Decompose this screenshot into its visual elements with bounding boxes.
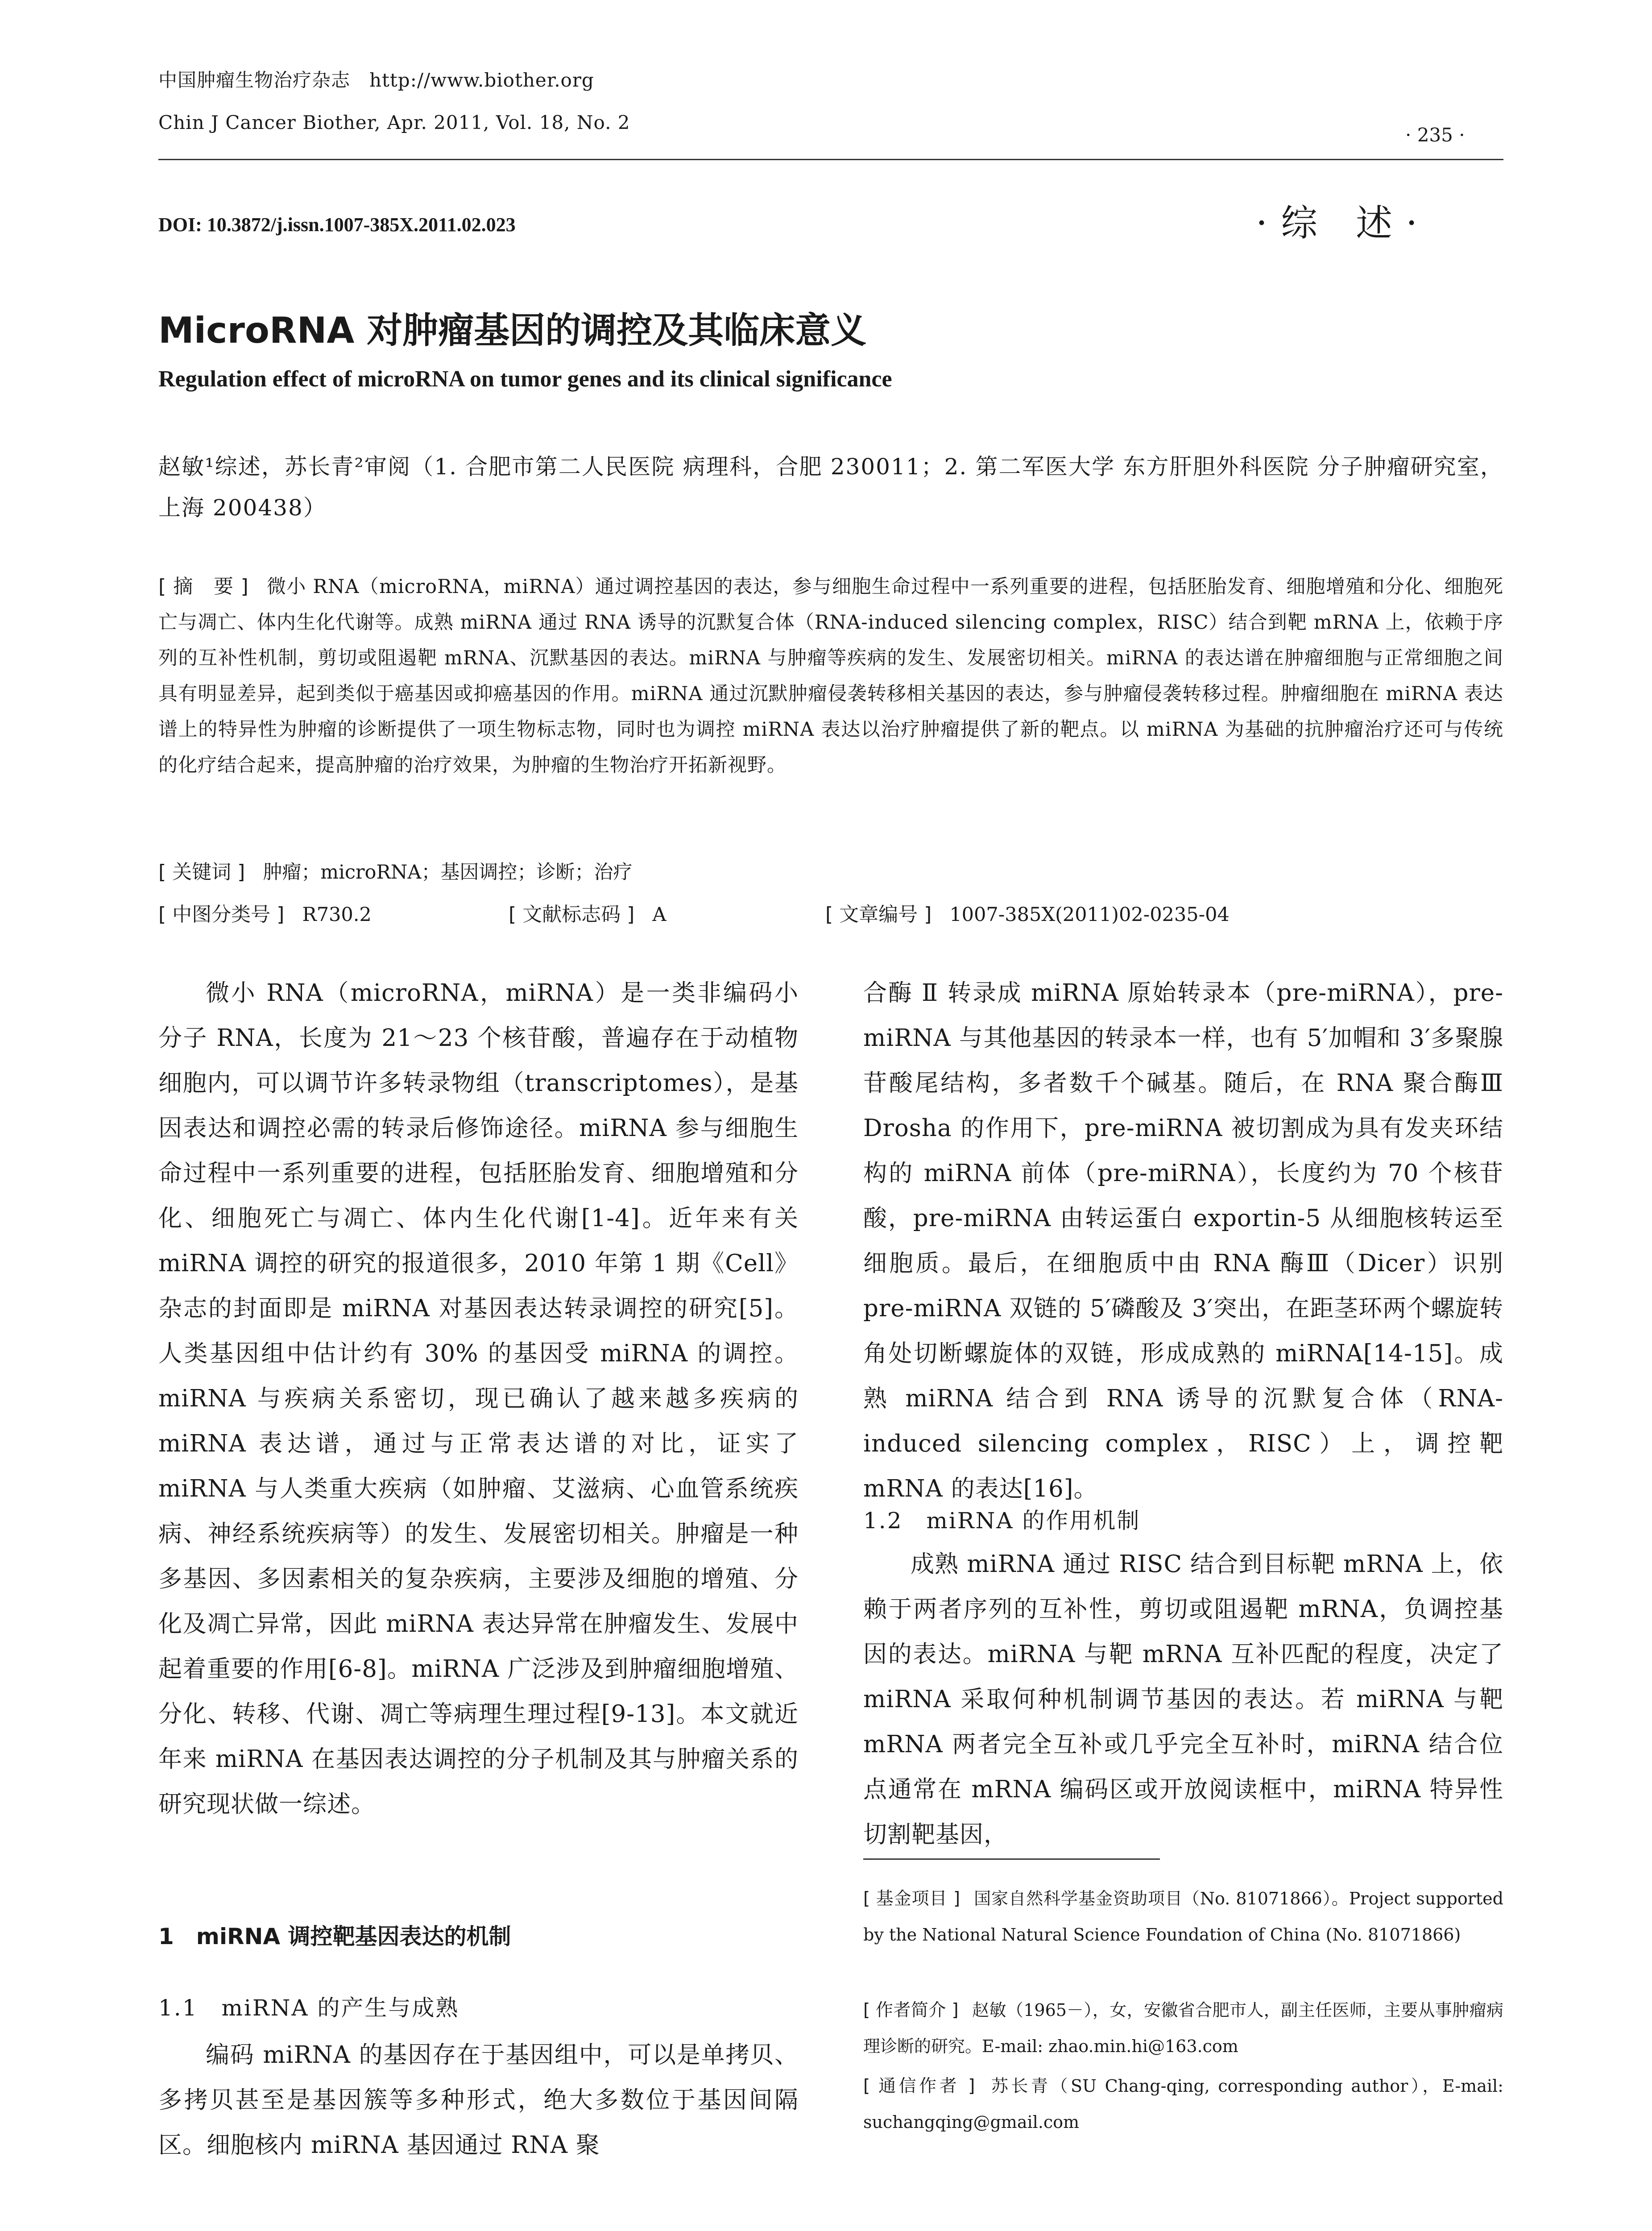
paragraph-1-2: 成熟 miRNA 通过 RISC 结合到目标靶 mRNA 上，依赖于两者序列的互补性，剪切或阻遏靶 mRNA，负调控基因的表达。miRNA 与靶 mRNA 互补匹配的程度，决定了 miRNA 采取何种机制调节基因的表达。若 miRNA 与靶 mRNA 两者完全互补或几乎完全互补时，miRNA 结合位点通常在 mRNA 编码区或开放阅读框中，miRNA 特异性切割靶基因， bbox=[863, 1551, 1503, 1848]
left-column-intro bbox=[158, 970, 799, 1827]
intro-paragraph: 微小 RNA（microRNA，miRNA）是一类非编码小分子 RNA，长度为 21～23 个核苷酸，普遍存在于动植物细胞内，可以调节许多转录物组（transcriptomes），是基因表达和调控必需的转录后修饰途径。miRNA 参与细胞生命过程中一系列重要的进程，包括胚胎发育、细胞增殖和分化、细胞死亡与凋亡、体内生化代谢[1-4]。近年来有关 miRNA 调控的研究的报道很多，2010 年第 1 期《Cell》杂志的封面即是 miRNA 对基因表达转录调控的研究[5]。人类基因组中估计约有 30% 的基因受 miRNA 的调控。miRNA 与疾病关系密切，现已确认了越来越多疾病的 miRNA 表达谱，通过与正常表达谱的对比，证实了 miRNA 与人类重大疾病（如肿瘤、艾滋病、心血管系统疾病、神经系统疾病等）的发生、发展密切相关。肿瘤是一种多基因、多因素相关的复杂疾病，主要涉及细胞的增殖、分化及凋亡异常，因此 miRNA 表达异常在肿瘤发生、发展中起着重要的作用[6-8]。miRNA 广泛涉及到肿瘤细胞增殖、分化、转移、代谢、凋亡等病理生理过程[9-13]。本文就近年来 miRNA 在基因表达调控的分子机制及其与肿瘤关系的研究现状做一综述。 bbox=[158, 979, 799, 1818]
author-affiliations: 赵敏¹综述，苏长青²审阅（1. 合肥市第二人民医院 病理科，合肥 230011；2. 第二军医大学 东方肝胆外科医院 分子肿瘤研究室，上海 200438） bbox=[158, 454, 1503, 521]
article-number bbox=[825, 898, 1230, 927]
section-heading-1: 1 miRNA 调控靶基因表达的机制 bbox=[158, 1924, 511, 1949]
clc-number bbox=[158, 898, 372, 927]
article-number-label: [ 文章编号 ] bbox=[825, 903, 932, 926]
funding-text: 国家自然科学基金资助项目（No. 81071866）。Project supported by the National Natural Science Foundation of China (No. 81071866) bbox=[863, 1889, 1503, 1945]
subsection-heading-1-1: 1.1 miRNA 的产生与成熟 bbox=[158, 1995, 460, 2021]
clc-value: R730.2 bbox=[302, 904, 372, 926]
keywords-text: 肿瘤；microRNA；基因调控；诊断；治疗 bbox=[263, 861, 633, 883]
abstract-text: 微小 RNA（microRNA，miRNA）通过调控基因的表达，参与细胞生命过程中一系列重要的进程，包括胚胎发育、细胞增殖和分化、细胞死亡与凋亡、体内生化代谢等。成熟 miRNA 通过 RNA 诱导的沉默复合体（RNA-induced silencing complex，RISC）结合到靶 mRNA 上，依赖于序列的互补性机制，剪切或阻遏靶 mRNA、沉默基因的表达。miRNA 与肿瘤等疾病的发生、发展密切相关。miRNA 的表达谱在肿瘤细胞与正常细胞之间具有明显差异，起到类似于癌基因或抑癌基因的作用。miRNA 通过沉默肿瘤侵袭转移相关基因的表达，参与肿瘤侵袭转移过程。肿瘤细胞在 miRNA 表达谱上的特异性为肿瘤的诊断提供了一项生物标志物，同时也为调控 miRNA 表达以治疗肿瘤提供了新的靶点。以 miRNA 为基础的抗肿瘤治疗还可与传统的化疗结合起来，提高肿瘤的治疗效果，为肿瘤的生物治疗开拓新视野。 bbox=[158, 576, 1503, 776]
header-rule bbox=[158, 159, 1503, 160]
keywords-label: [ 关键词 ] bbox=[158, 861, 245, 883]
paragraph-1-1: 编码 miRNA 的基因存在于基因组中，可以是单拷贝、多拷贝甚至是基因簇等多种形式，绝大多数位于基因间隔区。细胞核内 miRNA 基因通过 RNA 聚 bbox=[158, 2041, 799, 2159]
page-number: · 235 · bbox=[1405, 124, 1465, 146]
article-title-cn: MicroRNA 对肿瘤基因的调控及其临床意义 bbox=[158, 310, 867, 351]
journal-citation-en: Chin J Cancer Biother, Apr. 2011, Vol. 18, No. 2 bbox=[158, 112, 630, 133]
author-bio-text: 赵敏（1965－），女，安徽省合肥市人，副主任医师，主要从事肿瘤病理诊断的研究。E-mail: zhao.min.hi@163.com bbox=[863, 2000, 1503, 2056]
document-code-label: [ 文献标志码 ] bbox=[509, 903, 635, 926]
journal-name-cn: 中国肿瘤生物治疗杂志 http://www.biother.org bbox=[158, 69, 594, 91]
footnote-rule bbox=[863, 1858, 1160, 1860]
section-label: ·综 述· bbox=[1256, 202, 1431, 245]
author-bio-label: [ 作者简介 ] bbox=[863, 2000, 959, 2020]
paragraph-1-1-continued: 合酶 Ⅱ 转录成 miRNA 原始转录本（pre-miRNA），pre-miRNA 与其他基因的转录本一样，也有 5′加帽和 3′多聚腺苷酸尾结构，多者数千个碱基。随后，在 RNA 聚合酶Ⅲ Drosha 的作用下，pre-miRNA 被切割成为具有发夹环结构的 miRNA 前体（pre-miRNA），长度约为 70 个核苷酸，pre-miRNA 由转运蛋白 exportin-5 从细胞核转运至细胞质。最后，在细胞质中由 RNA 酶Ⅲ（Dicer）识别 pre-miRNA 双链的 5′磷酸及 3′突出，在距茎环两个螺旋转角处切断螺旋体的双链，形成成熟的 miRNA[14-15]。成熟 miRNA 结合到 RNA 诱导的沉默复合体（RNA-induced silencing complex，RISC）上，调控靶 mRNA 的表达[16]。 bbox=[863, 979, 1503, 1502]
left-column-body bbox=[158, 2032, 799, 2168]
funding-label: [ 基金项目 ] bbox=[863, 1889, 961, 1909]
correspondence-text: 苏长青（SU Chang-qing, corresponding author），E-mail: suchangqing@gmail.com bbox=[863, 2076, 1503, 2132]
subsection-heading-1-2: 1.2 miRNA 的作用机制 bbox=[863, 1508, 1141, 1534]
footnote-author bbox=[863, 1992, 1503, 2064]
clc-label: [ 中图分类号 ] bbox=[158, 903, 285, 926]
footnote-correspondence bbox=[863, 2068, 1503, 2140]
doi: DOI: 10.3872/j.issn.1007-385X.2011.02.023 bbox=[158, 214, 516, 236]
document-code-value: A bbox=[652, 904, 667, 926]
abstract bbox=[158, 569, 1503, 783]
footnote-funding bbox=[863, 1881, 1503, 1953]
article-title-en: Regulation effect of microRNA on tumor genes and its clinical significance bbox=[158, 366, 892, 392]
keywords bbox=[158, 856, 632, 884]
article-number-value: 1007-385X(2011)02-0235-04 bbox=[949, 904, 1230, 926]
right-column-body bbox=[863, 1542, 1503, 1857]
right-column-continued bbox=[863, 970, 1503, 1511]
correspondence-label: [ 通信作者 ] bbox=[863, 2076, 975, 2096]
abstract-label: [ 摘 要 ] bbox=[158, 575, 249, 598]
document-code bbox=[509, 898, 666, 927]
